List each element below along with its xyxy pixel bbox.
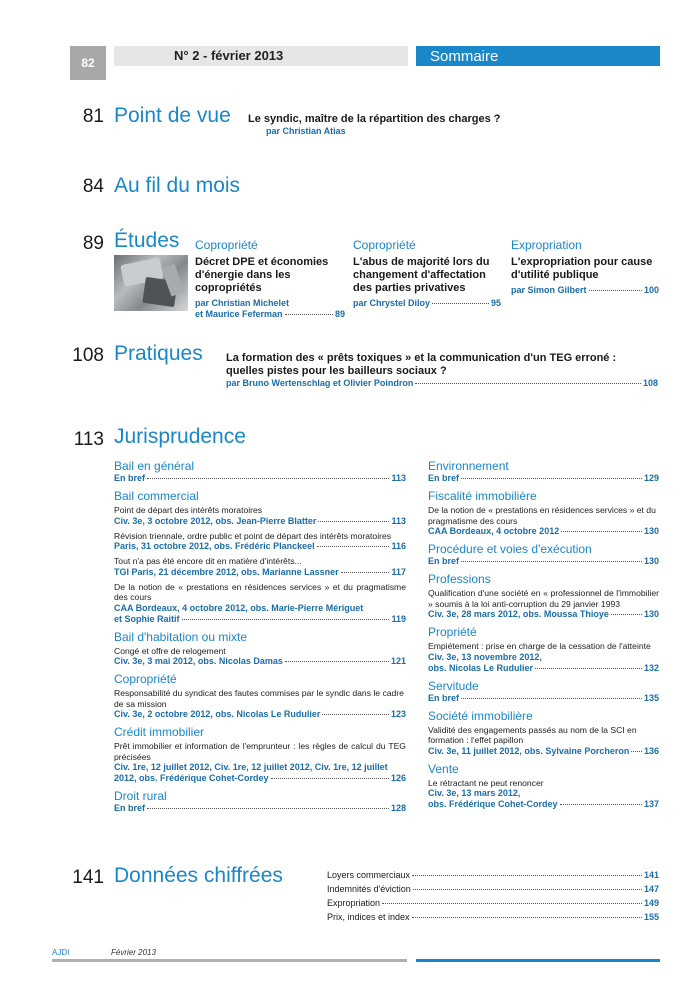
section-label: Sommaire: [416, 46, 660, 66]
page-ref: 119: [391, 613, 406, 624]
category-heading: Vente: [428, 761, 459, 776]
entry-desc: Validité des engagements passés au nom de la SCI en formation : l'effet papillon: [428, 724, 637, 745]
entry-ref: CAA Bordeaux, 4 octobre 2012, obs. Marie-Pierre Mériguet: [114, 602, 364, 613]
section-number: 108: [72, 345, 104, 366]
footer-date: Février 2013: [111, 948, 156, 957]
entry-ref: Civ. 3e, 2 octobre 2012, obs. Nicolas Le Rudulier: [114, 709, 321, 719]
etudes-col-2: [353, 238, 501, 309]
page-ref: 116: [391, 541, 406, 551]
category-heading: Propriété: [428, 625, 477, 639]
etudes-author: par Christian Michelet: [195, 298, 290, 308]
entry-ref: Civ. 3e, 11 juillet 2012, obs. Sylvaine Porcheron: [428, 745, 630, 756]
entry-desc: Qualification d'une société en « professionnel de l'immobilier » soumis à la loi anti-corruption du 29 janvier 1993: [428, 588, 659, 609]
page-ref: 141: [643, 870, 659, 880]
page-number: 82: [70, 46, 106, 80]
entry-desc: Tout n'a pas été encore dit en matière d'intérêts...: [114, 556, 302, 566]
etudes-col-3: [511, 238, 659, 296]
category-heading: Fiscalité immobilière: [428, 489, 537, 503]
donnees-list: [327, 868, 659, 924]
entry-ref: obs. Frédérique Cohet-Cordey: [428, 799, 558, 809]
etudes-author: et Maurice Feferman: [195, 309, 283, 319]
page-ref: 100: [643, 285, 659, 295]
entry-ref: CAA Bordeaux, 4 octobre 2012: [428, 526, 560, 536]
entry-ref: Civ. 1re, 12 juillet 2012, Civ. 1re, 12 juillet 2012, Civ. 1re, 12 juillet: [114, 762, 388, 772]
section-number: 89: [82, 233, 104, 254]
etudes-col-1: [195, 238, 345, 320]
page-ref: 108: [642, 378, 658, 388]
jurisprudence-left-column: [114, 457, 406, 814]
page-ref: 123: [390, 709, 406, 719]
page-ref: 137: [643, 799, 659, 809]
entry-desc: De la notion de « prestations en résidences services » et du pragmatisme des cours: [428, 505, 656, 526]
entry-desc: Congé et offre de relogement: [114, 645, 226, 656]
issue-label: N° 2 - février 2013: [114, 46, 408, 66]
entry-ref: Civ. 3e, 3 mai 2012, obs. Nicolas Damas: [114, 656, 283, 666]
etudes-category: Copropriété: [195, 238, 258, 252]
category-heading: Bail en général: [114, 459, 195, 473]
entry-desc: Empiétement : prise en charge de la cessation de l'atteinte: [428, 641, 651, 651]
section-number: 141: [72, 867, 104, 888]
article-title: Le syndic, maître de la répartition des charges ?: [248, 113, 501, 125]
page-ref: 89: [334, 309, 345, 319]
category-heading: Société immobilière: [428, 708, 533, 723]
entry-ref: 2012, obs. Frédérique Cohet-Cordey: [114, 773, 269, 783]
entry-desc: Le rétractant ne peut renoncer: [428, 777, 544, 788]
footer-rule-blue: [416, 959, 660, 962]
page-ref: 95: [490, 298, 501, 308]
page-ref: 121: [390, 656, 406, 666]
footer-rule-gray: [52, 959, 407, 962]
entry-desc: Point de départ des intérêts moratoires: [114, 505, 263, 515]
entry-ref: En bref: [428, 473, 460, 483]
jurisprudence-right-column: [428, 457, 659, 810]
entry-desc: Révision triennale, ordre public et point de départ des intérêts moratoires: [114, 530, 392, 541]
entry-desc: Prêt immobilier et information de l'emprunteur : les règles de calcul du TEG précisées: [114, 741, 406, 762]
entry-ref: En bref: [114, 803, 146, 813]
category-heading: Servitude: [428, 678, 479, 693]
article-title: La formation des « prêts toxiques » et la communication d'un TEG erroné : quelles pistes pour les bailleurs sociaux ?: [226, 352, 617, 377]
list-item: Expropriation: [327, 898, 381, 908]
etudes-category: Copropriété: [353, 238, 416, 252]
entry-ref: Paris, 31 octobre 2012, obs. Frédéric Planckeel: [114, 541, 315, 551]
page-ref: 128: [390, 803, 406, 813]
section-title: Jurisprudence: [114, 425, 246, 448]
category-heading: Bail commercial: [114, 489, 199, 503]
page-ref: 129: [643, 473, 659, 483]
category-heading: Procédure et voies d'exécution: [428, 542, 592, 556]
etudes-title: Décret DPE et économies d'énergie dans les copropriétés: [195, 256, 329, 294]
energy-photo: [114, 255, 188, 311]
category-heading: Professions: [428, 572, 491, 586]
entry-ref: TGI Paris, 21 décembre 2012, obs. Marianne Lassner: [114, 566, 339, 577]
etudes-author: par Simon Gilbert: [511, 285, 587, 295]
entry-ref: obs. Nicolas Le Rudulier: [428, 662, 534, 673]
list-item: Prix, indices et index: [327, 912, 410, 922]
section-title: Pratiques: [114, 342, 203, 365]
page-ref: 132: [643, 662, 659, 673]
page-ref: 117: [391, 566, 406, 577]
etudes-category: Expropriation: [511, 238, 582, 252]
article-author: par Christian Atias: [266, 126, 346, 136]
page-ref: 130: [643, 609, 659, 619]
section-number: 113: [73, 429, 104, 450]
section-title: Études: [114, 229, 180, 252]
category-heading: Droit rural: [114, 789, 167, 803]
page-ref: 113: [391, 515, 406, 526]
entry-ref: Civ. 3e, 28 mars 2012, obs. Moussa Thioye: [428, 609, 609, 619]
entry-ref: Civ. 3e, 13 mars 2012,: [428, 788, 521, 798]
article-author: par Bruno Wertenschlag et Olivier Poindron: [226, 378, 414, 388]
page-ref: 113: [391, 473, 406, 483]
entry-ref: Civ. 3e, 3 octobre 2012, obs. Jean-Pierre Blatter: [114, 515, 317, 526]
section-title: Point de vue: [114, 104, 231, 127]
category-heading: Environnement: [428, 459, 509, 473]
page-ref: 126: [390, 773, 406, 783]
category-heading: Crédit immobilier: [114, 725, 205, 739]
section-title: Au fil du mois: [114, 174, 241, 197]
entry-desc: Responsabilité du syndicat des fautes commises par le syndic dans le cadre de sa mission: [114, 688, 404, 709]
page-ref: 149: [643, 898, 659, 908]
entry-ref: et Sophie Raitif: [114, 613, 180, 624]
category-heading: Copropriété: [114, 672, 177, 686]
section-number: 81: [82, 106, 104, 127]
entry-ref: Civ. 3e, 13 novembre 2012,: [428, 651, 542, 662]
page-ref: 130: [643, 556, 659, 566]
entry-ref: En bref: [428, 556, 460, 566]
page-ref: 147: [643, 884, 659, 894]
page-ref: 155: [643, 912, 659, 922]
page-ref: 135: [643, 692, 659, 703]
entry-desc: De la notion de « prestations en résidences services » et du pragmatisme des cours: [114, 581, 406, 602]
entry-ref: En bref: [114, 473, 146, 483]
entry-ref: En bref: [428, 692, 460, 703]
category-heading: Bail d'habitation ou mixte: [114, 629, 248, 644]
footer-journal: AJDI: [52, 948, 70, 957]
list-item: Loyers commerciaux: [327, 870, 411, 880]
etudes-title: L'expropriation pour cause d'utilité publique: [511, 256, 653, 281]
section-number: 84: [82, 176, 104, 197]
page-ref: 136: [643, 745, 659, 756]
section-title: Données chiffrées: [114, 864, 283, 887]
etudes-author: par Chrystel Diloy: [353, 298, 431, 308]
etudes-title: L'abus de majorité lors du changement d'affectation des parties privatives: [353, 256, 490, 294]
page-ref: 130: [643, 526, 659, 536]
list-item: Indemnités d'éviction: [327, 884, 411, 894]
